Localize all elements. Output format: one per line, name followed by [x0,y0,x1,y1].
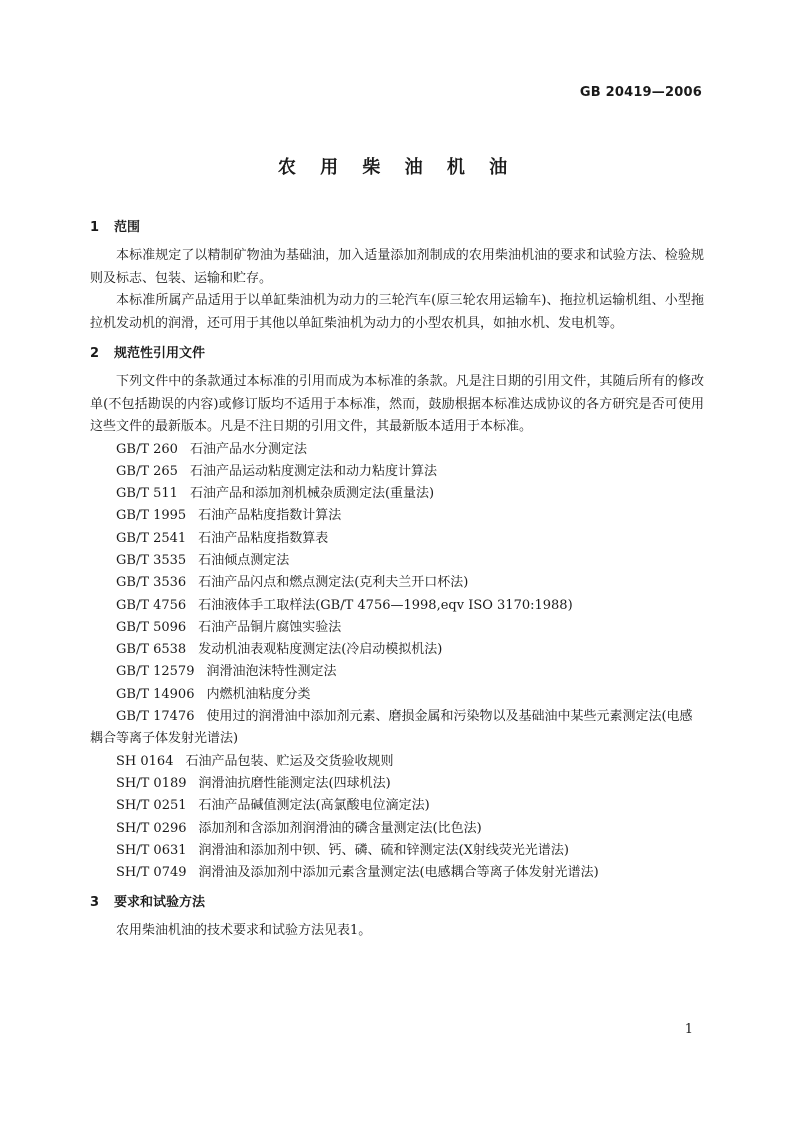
section-number: 2 [90,346,100,361]
reference-code: SH/T 0296 [116,820,187,836]
section-1-paragraph: 本标准规定了以精制矿物油为基础油，加入适量添加剂制成的农用柴油机油的要求和试验方法、检验规则及标志、包装、运输和贮存。 [90,248,704,286]
section-1-heading [90,217,704,239]
reference-item [90,550,704,572]
reference-code: GB/T 4756 [116,597,187,613]
section-2-intro: 下列文件中的条款通过本标准的引用而成为本标准的条款。凡是注日期的引用文件，其随后所有的修改单(不包括勘误的内容)或修订版均不适用于本标准，然而，鼓励根据本标准达成协议的各方研究是否可使用这些文件的最新版本。凡是不注日期的引用文件，其最新版本适用于本标准。 [90,374,704,434]
reference-code: GB/T 5096 [116,619,187,635]
document-title: 农 用 柴 油 机 油 [277,157,517,178]
reference-item [90,818,704,840]
reference-code: GB/T 17476 [116,709,195,725]
reference-title: 石油液体手工取样法(GB/T 4756—1998,eqv ISO 3170:1988) [198,597,573,613]
reference-item [90,661,704,683]
reference-code: GB/T 14906 [116,686,195,702]
reference-title: 石油倾点测定法 [198,552,290,568]
reference-title: 石油产品铜片腐蚀实验法 [198,619,342,635]
reference-item [90,751,704,773]
reference-code: GB/T 3535 [116,552,187,568]
reference-code: SH/T 0631 [116,842,187,858]
reference-code: GB/T 511 [116,486,178,502]
reference-item [90,595,704,617]
reference-list [90,439,704,885]
reference-code: GB/T 12579 [116,664,195,680]
reference-title: 润滑油抗磨性能测定法(四球机法) [198,775,391,791]
reference-item [90,639,704,661]
reference-code: SH 0164 [116,753,174,769]
reference-title: 石油产品和添加剂机械杂质测定法(重量法) [189,486,435,502]
reference-title: 润滑油泡沫特性测定法 [206,664,337,680]
reference-title: 石油产品粘度指数计算法 [198,508,342,524]
reference-title: 石油产品碱值测定法(高氯酸电位滴定法) [198,798,430,814]
reference-title: 石油产品水分测定法 [189,441,307,457]
page-number: 1 [684,1022,693,1037]
reference-item [90,617,704,639]
reference-title: 石油产品运动粘度测定法和动力粘度计算法 [189,463,437,479]
section-title: 规范性引用文件 [114,346,206,361]
reference-code: GB/T 265 [116,463,178,479]
section-title: 范围 [114,220,141,235]
reference-code: SH/T 0749 [116,865,187,881]
reference-code: GB/T 1995 [116,508,187,524]
reference-item [90,528,704,550]
reference-item [90,572,704,594]
section-number: 3 [90,895,100,911]
reference-item [90,795,704,817]
reference-title: 润滑油和添加剂中钡、钙、磷、硫和锌测定法(X射线荧光光谱法) [198,842,569,858]
reference-title: 添加剂和含添加剂润滑油的磷含量测定法(比色法) [198,820,482,836]
reference-item [90,840,704,862]
reference-code: SH/T 0251 [116,798,187,814]
reference-code: GB/T 6538 [116,642,187,658]
section-title: 要求和试验方法 [114,895,206,911]
section-2-heading [90,343,704,365]
reference-title: 使用过的润滑油中添加剂元素、磨损金属和污染物以及基础油中某些元素测定法(电感耦合等离子体发射光谱法) [90,709,693,747]
document-body [90,217,704,943]
reference-item [90,862,704,884]
reference-title: 内燃机油粘度分类 [206,686,311,702]
reference-title: 石油产品包装、贮运及交货验收规则 [185,753,394,769]
reference-code: GB/T 2541 [116,530,187,546]
section-number: 1 [90,220,100,235]
reference-title: 发动机油表观粘度测定法(冷启动模拟机法) [198,642,443,658]
reference-item [90,461,704,483]
reference-code: GB/T 3536 [116,575,187,591]
reference-title: 石油产品粘度指数算表 [198,530,329,546]
section-1-paragraph: 本标准所属产品适用于以单缸柴油机为动力的三轮汽车(原三轮农用运输车)、拖拉机运输机组、小型拖拉机发动机的润滑，还可用于其他以单缸柴油机为动力的小型农机具，如抽水机、发电机等。 [90,293,704,331]
reference-title: 润滑油及添加剂中添加元素含量测定法(电感耦合等离子体发射光谱法) [198,865,599,881]
reference-title: 石油产品闪点和燃点测定法(克利夫兰开口杯法) [198,575,469,591]
reference-item [90,483,704,505]
reference-item [90,684,704,706]
reference-code: GB/T 260 [116,441,178,457]
reference-item [90,706,704,751]
section-3-heading [90,892,704,914]
reference-code: SH/T 0189 [116,775,187,791]
standard-code: GB 20419—2006 [579,85,702,100]
section-3-paragraph: 农用柴油机油的技术要求和试验方法见表1。 [116,923,372,939]
reference-item [90,773,704,795]
reference-item [90,439,704,461]
reference-item [90,505,704,527]
